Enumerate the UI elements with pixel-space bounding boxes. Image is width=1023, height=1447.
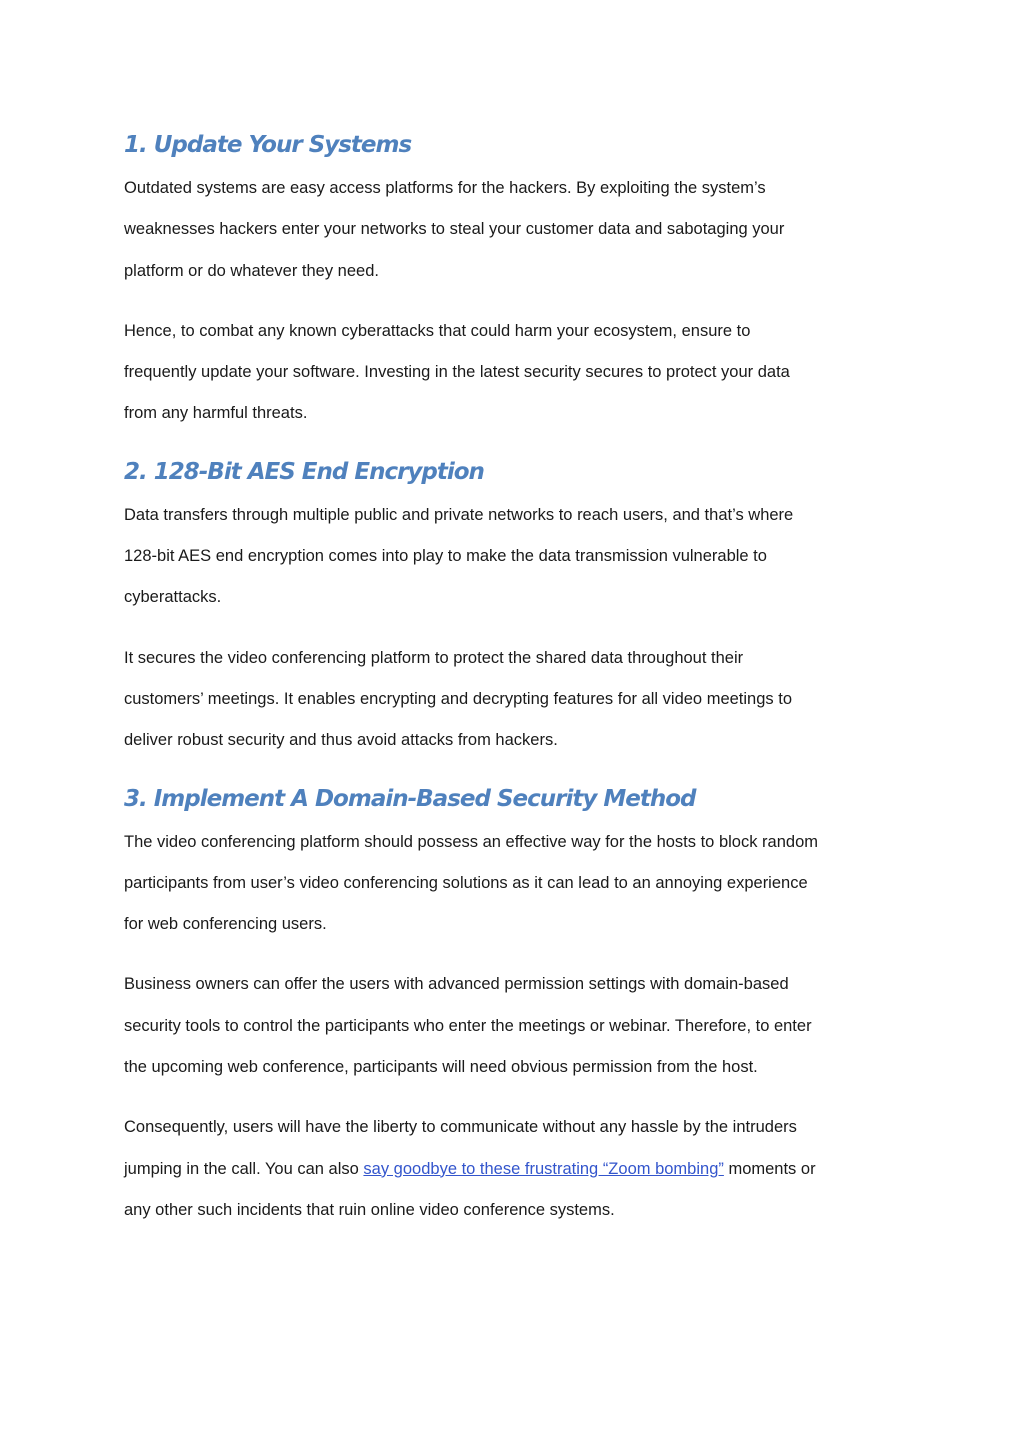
document-page xyxy=(124,122,914,1231)
spacer xyxy=(124,619,914,638)
text-line: moments or xyxy=(723,1159,816,1178)
text-line: participants from user’s video conferencing solutions as it can lead to an annoying experience xyxy=(124,873,808,892)
text-line: platform or do whatever they need. xyxy=(124,261,379,280)
paragraph-2-2 xyxy=(124,638,914,762)
text-line: cyberattacks. xyxy=(124,588,222,607)
spacer xyxy=(124,292,914,311)
text-line: frequently update your software. Investing in the latest security secures to protect your data xyxy=(124,363,790,382)
paragraph-3-2 xyxy=(124,964,914,1088)
section-heading-aes-encryption: 2. 128-Bit AES End Encryption xyxy=(124,458,484,485)
paragraph-1-2 xyxy=(124,311,914,435)
text-line: 128-bit AES end encryption comes into play to make the data transmission vulnerable to xyxy=(124,547,767,566)
paragraph-3-3 xyxy=(124,1107,914,1231)
spacer xyxy=(124,1088,914,1107)
text-line: Data transfers through multiple public and private networks to reach users, and that’s where xyxy=(124,505,794,524)
paragraph-2-1 xyxy=(124,495,914,619)
section-heading-domain-security: 3. Implement A Domain-Based Security Method xyxy=(124,785,696,812)
text-line: Hence, to combat any known cyberattacks that could harm your ecosystem, ensure to xyxy=(124,321,751,340)
paragraph-3-1 xyxy=(124,822,914,946)
paragraph-1-1 xyxy=(124,168,914,292)
text-line: any other such incidents that ruin online video conference systems. xyxy=(124,1200,615,1219)
text-line: security tools to control the participants who enter the meetings or webinar. Therefore, to enter xyxy=(124,1016,812,1035)
text-line: The video conferencing platform should possess an effective way for the hosts to block random xyxy=(124,832,818,851)
text-line: Outdated systems are easy access platforms for the hackers. By exploiting the system’s xyxy=(124,179,766,197)
text-line: jumping in the call. You can also xyxy=(124,1159,364,1178)
section-heading-update-systems: 1. Update Your Systems xyxy=(124,132,412,158)
text-line: Consequently, users will have the liberty to communicate without any hassle by the intruders xyxy=(124,1118,797,1137)
spacer xyxy=(124,435,914,449)
spacer xyxy=(124,762,914,776)
text-line: weaknesses hackers enter your networks to steal your customer data and sabotaging your xyxy=(124,220,785,239)
text-line: deliver robust security and thus avoid attacks from hackers. xyxy=(124,731,558,750)
text-line: customers’ meetings. It enables encrypting and decrypting features for all video meetings to xyxy=(124,689,792,708)
text-line: Business owners can offer the users with advanced permission settings with domain-based xyxy=(124,975,789,994)
text-line: the upcoming web conference, participants will need obvious permission from the host. xyxy=(124,1058,758,1077)
zoom-bombing-link[interactable]: say goodbye to these frustrating “Zoom bombing” xyxy=(363,1159,724,1178)
spacer xyxy=(124,945,914,964)
text-line: from any harmful threats. xyxy=(124,404,308,423)
text-line: It secures the video conferencing platform to protect the shared data throughout their xyxy=(124,648,744,667)
text-line: for web conferencing users. xyxy=(124,915,327,934)
